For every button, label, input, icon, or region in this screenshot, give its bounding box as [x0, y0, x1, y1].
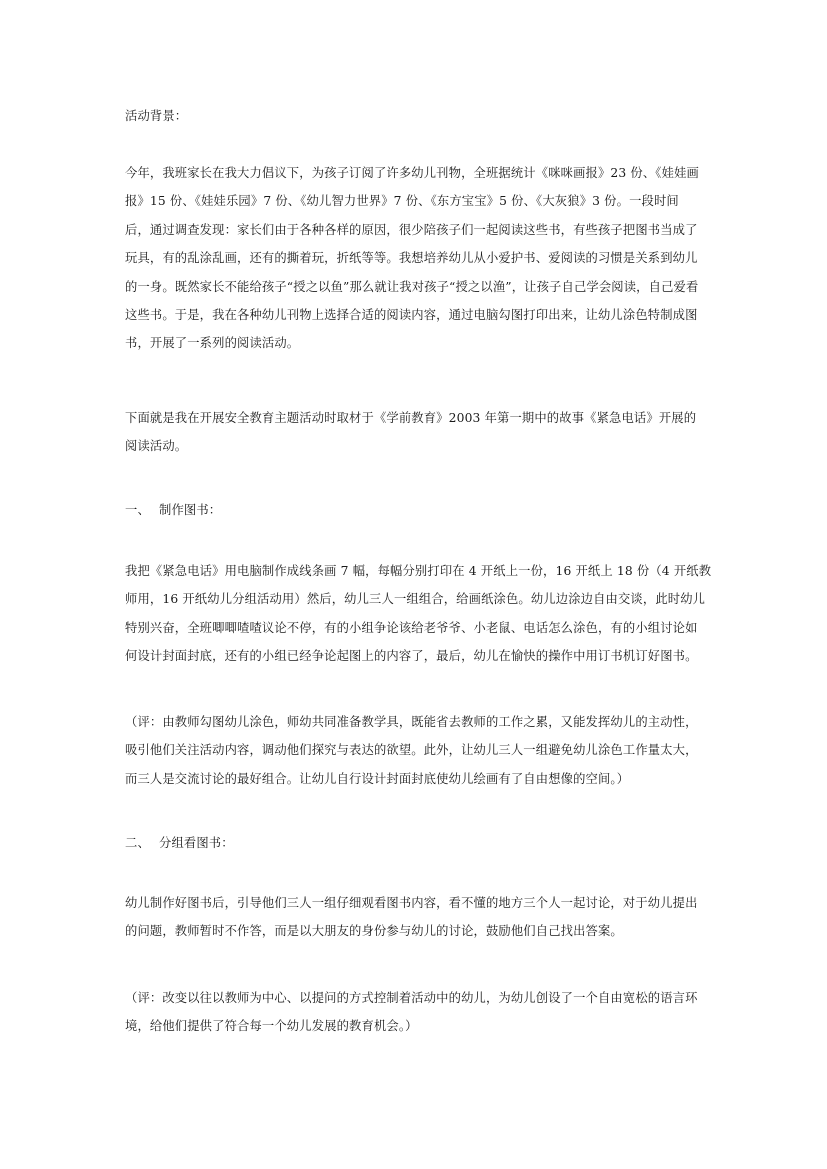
text-line: （评：由教师勾图幼儿涂色，师幼共同准备教学具，既能省去教师的工作之累，又能发挥幼儿的主动性，	[125, 715, 698, 729]
section2-heading-line	[125, 829, 703, 857]
text-line: 阅读活动。	[125, 439, 188, 454]
text-line: 这些书。于是，我在各种幼儿刊物上选择合适的阅读内容，通过电脑勾图打印出来，让幼儿涂色特制成图	[125, 308, 698, 323]
section2-number: 二、	[125, 836, 150, 850]
text-line: 我把《紧急电话》用电脑制作成线条画 7 幅，每幅分别打印在 4 开纸上一份，16 开纸上 18 份（4 开纸教	[125, 564, 712, 578]
section1-heading	[125, 496, 703, 524]
source-paragraph	[125, 404, 703, 461]
text-line: 玩具，有的乱涂乱画，还有的撕着玩，折纸等等。我想培养幼儿从小爱护书、爱阅读的习惯是关系到幼儿	[125, 251, 698, 266]
section1-comment	[125, 708, 703, 793]
text-line: 报》15 份、《娃娃乐园》7 份、《幼儿智力世界》7 份、《东方宝宝》5 份、《大灰狼》3 份。一段时间	[125, 194, 679, 209]
section1-heading-line	[125, 496, 703, 524]
text-line: 幼儿制作好图书后，引导他们三人一组仔细观看图书内容，看不懂的地方三个人一起讨论，对于幼儿提出	[125, 896, 698, 910]
text-line: 师用，16 开纸幼儿分组活动用）然后，幼儿三人一组组合，给画纸涂色。幼儿边涂边自由交谈，此时幼儿	[125, 592, 706, 607]
text-line: 的问题，教师暂时不作答，而是以大朋友的身份参与幼儿的讨论，鼓励他们自己找出答案。	[125, 924, 623, 939]
text-line: 今年，我班家长在我大力倡议下，为孩子订阅了许多幼儿刊物，全班据统计《咪咪画报》23 份、《娃娃画	[125, 166, 699, 180]
section1-title: 制作图书：	[159, 503, 222, 517]
text-line: 境，给他们提供了符合每一个幼儿发展的教育机会。）	[125, 1019, 418, 1034]
section1-body	[125, 557, 712, 671]
text-line: 特别兴奋，全班唧唧喳喳议论不停，有的小组争论该给老爷爷、小老鼠、电话怎么涂色，有的小组讨论如	[125, 620, 698, 635]
text-line: 何设计封面封底，还有的小组已经争论起图上的内容了，最后，幼儿在愉快的操作中用订书机订好图书。	[125, 649, 698, 664]
text-line: （评：改变以往以教师为中心、以提问的方式控制着活动中的幼儿，为幼儿创设了一个自由宽松的语言环	[125, 991, 698, 1005]
background-label-block	[125, 102, 703, 130]
section1-number: 一、	[125, 503, 150, 517]
intro-paragraph	[125, 159, 703, 358]
section2-title: 分组看图书：	[159, 836, 234, 850]
text-line: 后，通过调查发现：家长们由于各种各样的原因，很少陪孩子们一起阅读这些书，有些孩子把图书当成了	[125, 222, 698, 237]
text-line: 书，开展了一系列的阅读活动。	[125, 336, 300, 351]
text-line: 下面就是我在开展安全教育主题活动时取材于《学前教育》2003 年第一期中的故事《紧急电话》开展的	[125, 411, 697, 425]
text-line: 而三人是交流讨论的最好组合。让幼儿自行设计封面封底使幼儿绘画有了自由想像的空间。）	[125, 771, 630, 786]
text-line: 吸引他们关注活动内容，调动他们探究与表达的欲望。此外，让幼儿三人一组避免幼儿涂色工作量太大，	[125, 743, 698, 758]
text-line: 的一身。既然家长不能给孩子“授之以鱼”那么就让我对孩子“授之以渔”，让孩子自己学会阅读，自己爱看	[125, 279, 699, 294]
section2-comment	[125, 984, 703, 1041]
section2-heading	[125, 829, 703, 857]
background-label: 活动背景：	[125, 109, 188, 123]
section2-body	[125, 889, 703, 946]
